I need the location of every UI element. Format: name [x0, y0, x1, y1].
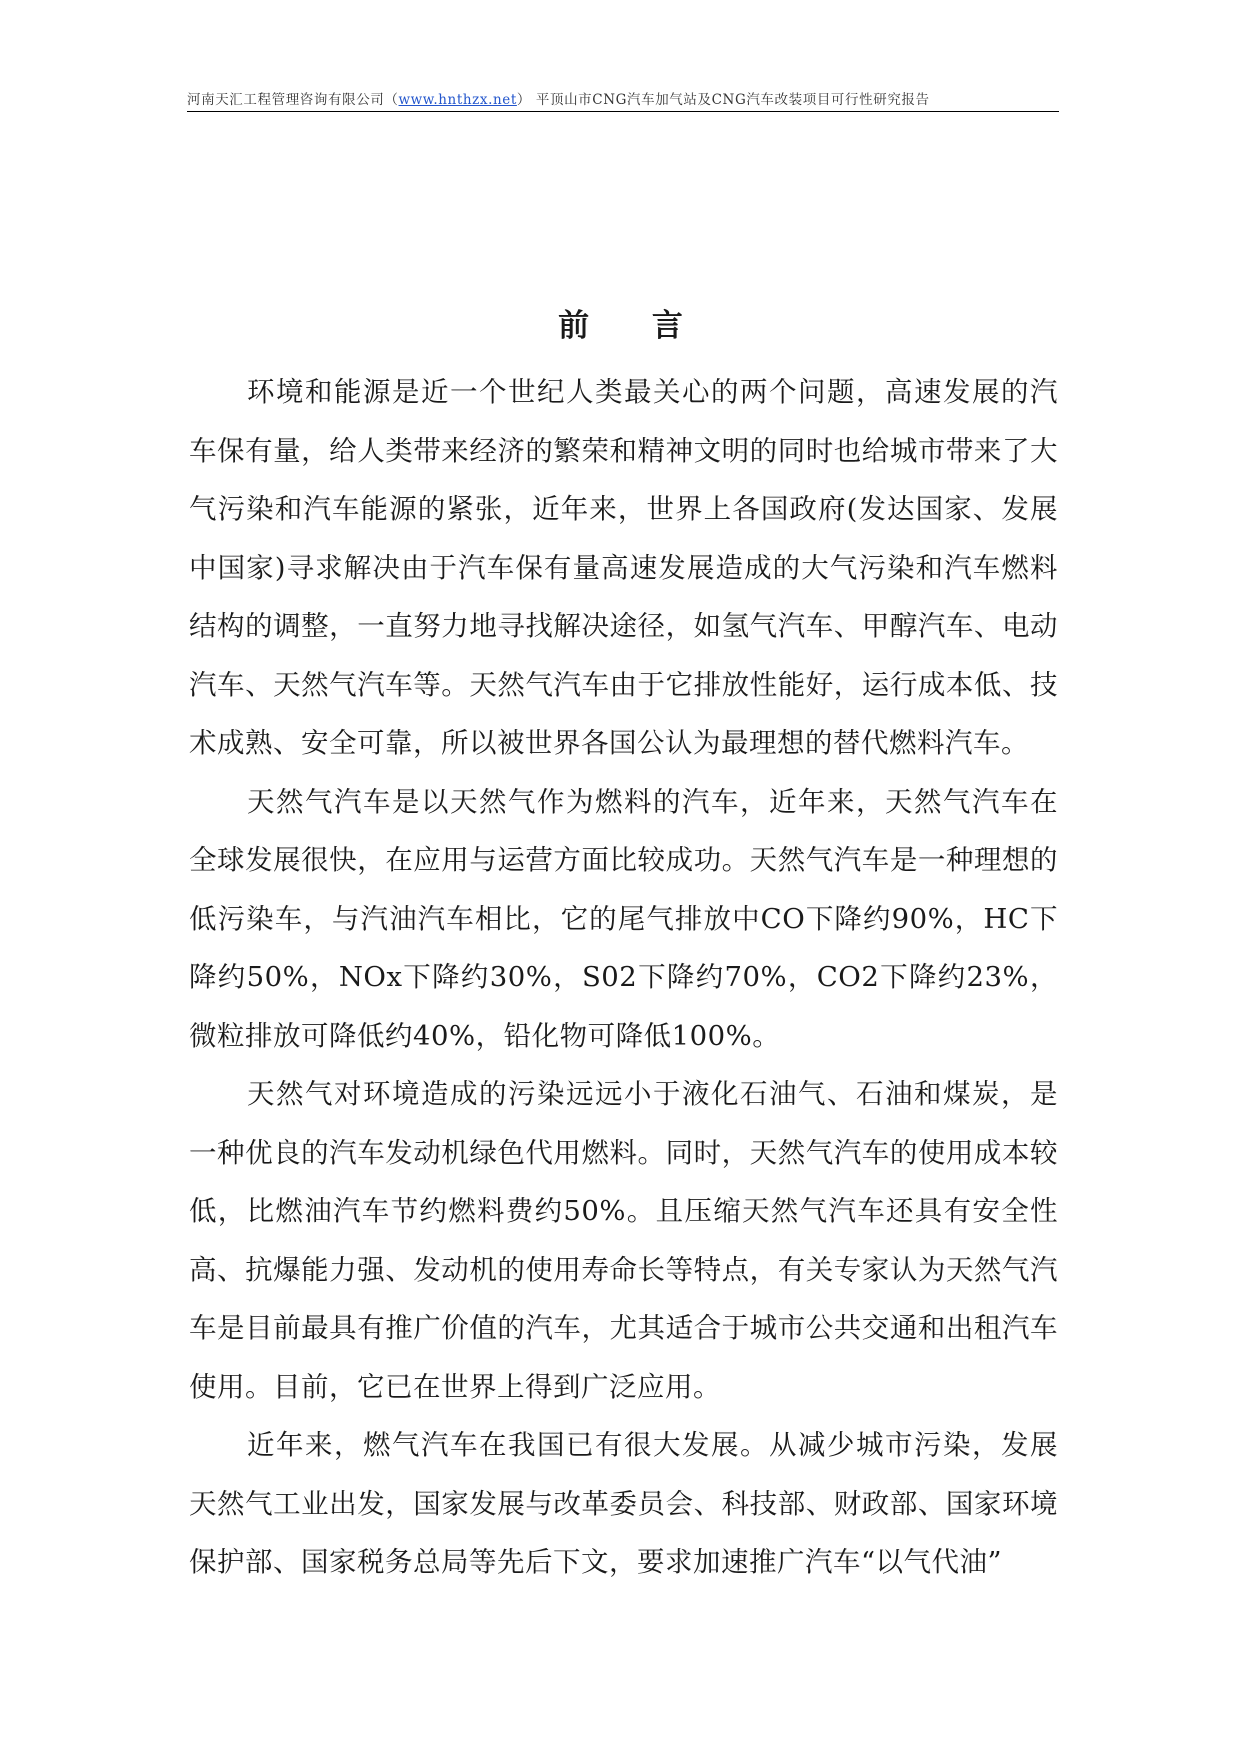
paragraph-1: 环境和能源是近一个世纪人类最关心的两个问题，高速发展的汽车保有量，给人类带来经济的繁荣和精神文明的同时也给城市带来了大气污染和汽车能源的紧张，近年来，世界上各国政府(发达国家、发展中国家)寻求解决由于汽车保有量高速发展造成的大气污染和汽车燃料结构的调整，一直努力地寻找解决途径，如氢气汽车、甲醇汽车、电动汽车、天然气汽车等。天然气汽车由于它排放性能好，运行成本低、技术成熟、安全可靠，所以被世界各国公认为最理想的替代燃料汽车。 — [189, 376, 1058, 759]
header-website-link[interactable]: www.hnthzx.net — [398, 92, 517, 108]
paragraph-4: 近年来，燃气汽车在我国已有很大发展。从减少城市污染，发展天然气工业出发，国家发展与改革委员会、科技部、财政部、国家环境保护部、国家税务总局等先后下文，要求加速推广汽车“以气代油” — [189, 1429, 1058, 1578]
header-report-title: ） 平顶山市CNG汽车加气站及CNG汽车改装项目可行性研究报告 — [516, 92, 930, 108]
running-header — [187, 88, 1057, 112]
document-body — [189, 363, 1058, 1592]
header-divider — [187, 111, 1059, 112]
paragraph-2: 天然气汽车是以天然气作为燃料的汽车，近年来，天然气汽车在全球发展很快，在应用与运营方面比较成功。天然气汽车是一种理想的低污染车，与汽油汽车相比，它的尾气排放中CO下降约90%，HC下降约50%，NOx下降约30%，S02下降约70%，CO2下降约23%，微粒排放可降低约40%，铅化物可降低100%。 — [189, 785, 1058, 1052]
page-title: 前 言 — [558, 308, 709, 344]
header-company: 河南天汇工程管理咨询有限公司（ — [187, 92, 399, 108]
paragraph-3: 天然气对环境造成的污染远远小于液化石油气、石油和煤炭，是一种优良的汽车发动机绿色代用燃料。同时，天然气汽车的使用成本较低，比燃油汽车节约燃料费约50%。且压缩天然气汽车还具有安全性高、抗爆能力强、发动机的使用寿命长等特点，有关专家认为天然气汽车是目前最具有推广价值的汽车，尤其适合于城市公共交通和出租汽车使用。目前，它已在世界上得到广泛应用。 — [189, 1078, 1058, 1403]
